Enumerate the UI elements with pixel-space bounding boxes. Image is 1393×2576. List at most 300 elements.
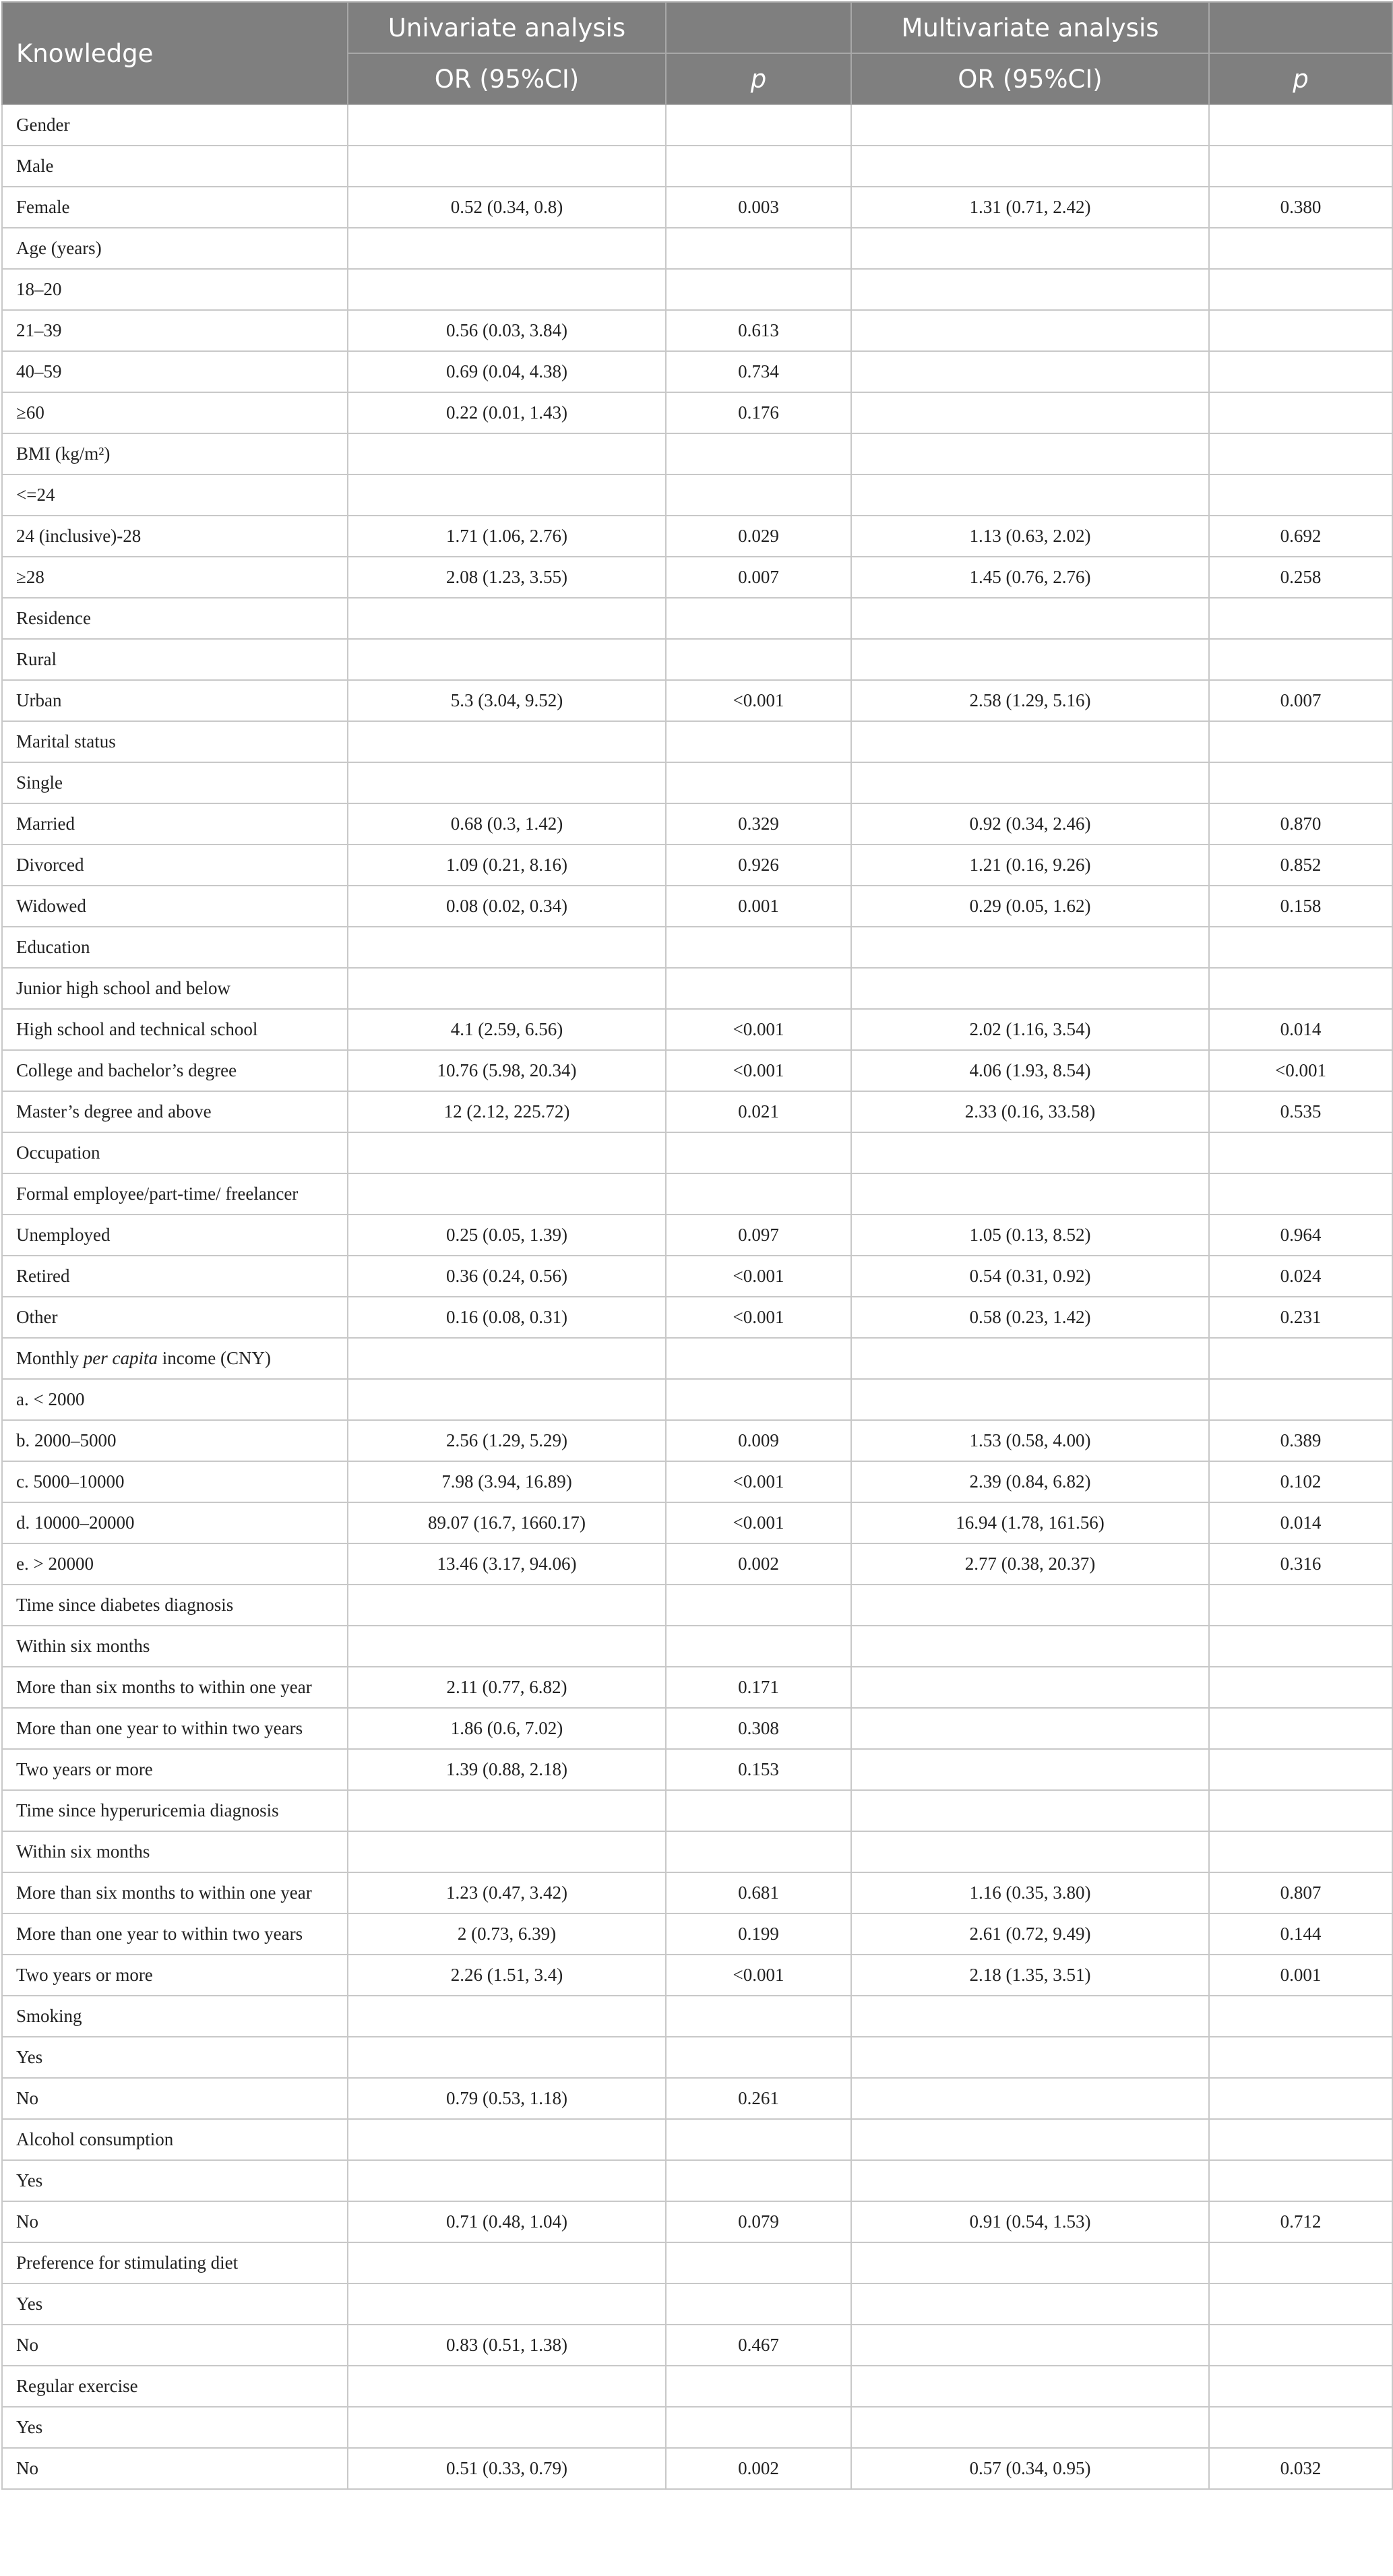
univariate-or-cell [348,721,666,762]
multivariate-or-cell: 16.94 (1.78, 161.56) [851,1502,1209,1543]
row-label: No [2,2078,348,2119]
table-row [2,1955,1392,1996]
univariate-p-cell: <0.001 [666,1955,851,1996]
multivariate-p-cell [1209,1626,1392,1667]
row-label: Widowed [2,886,348,927]
table-row [2,351,1392,392]
univariate-p-cell [666,1132,851,1173]
univariate-p-cell: <0.001 [666,1050,851,1091]
univariate-p-cell [666,474,851,516]
multivariate-or-cell [851,2160,1209,2201]
univariate-or-cell [348,1338,666,1379]
row-label: Retired [2,1256,348,1297]
header-blank-2 [1209,2,1392,53]
table-row [2,1502,1392,1543]
univariate-or-cell [348,269,666,310]
univariate-or-cell [348,1585,666,1626]
multivariate-or-cell: 0.57 (0.34, 0.95) [851,2448,1209,2489]
univariate-p-cell [666,228,851,269]
univariate-or-cell: 89.07 (16.7, 1660.17) [348,1502,666,1543]
multivariate-p-cell [1209,2242,1392,2283]
univariate-p-cell [666,1338,851,1379]
multivariate-p-cell [1209,2119,1392,2160]
univariate-or-cell [348,1996,666,2037]
multivariate-p-cell [1209,1831,1392,1872]
row-label: BMI (kg/m²) [2,433,348,474]
univariate-or-cell: 1.39 (0.88, 2.18) [348,1749,666,1790]
multivariate-p-cell [1209,968,1392,1009]
table-row [2,1831,1392,1872]
multivariate-or-cell [851,1173,1209,1215]
multivariate-or-cell: 1.16 (0.35, 3.80) [851,1872,1209,1913]
univariate-p-cell [666,104,851,146]
table-row [2,1215,1392,1256]
multivariate-p-cell: 0.535 [1209,1091,1392,1132]
table-row [2,721,1392,762]
univariate-p-cell: 0.467 [666,2325,851,2366]
multivariate-or-cell [851,228,1209,269]
multivariate-p-cell [1209,1379,1392,1420]
table-row [2,516,1392,557]
multivariate-p-cell [1209,1996,1392,2037]
univariate-or-cell: 0.25 (0.05, 1.39) [348,1215,666,1256]
multivariate-p-cell: 0.316 [1209,1543,1392,1585]
row-label: Formal employee/part-time/ freelancer [2,1173,348,1215]
row-label: ≥28 [2,557,348,598]
row-label: Yes [2,2407,348,2448]
multivariate-or-cell: 1.05 (0.13, 8.52) [851,1215,1209,1256]
univariate-or-cell: 13.46 (3.17, 94.06) [348,1543,666,1585]
univariate-or-cell: 12 (2.12, 225.72) [348,1091,666,1132]
row-label: More than six months to within one year [2,1667,348,1708]
multivariate-or-cell [851,104,1209,146]
multivariate-or-cell [851,474,1209,516]
univariate-or-cell: 0.51 (0.33, 0.79) [348,2448,666,2489]
multivariate-p-cell: 0.102 [1209,1461,1392,1502]
univariate-p-cell [666,1626,851,1667]
multivariate-or-cell [851,1585,1209,1626]
table-row [2,146,1392,187]
row-label: Married [2,803,348,845]
row-label: <=24 [2,474,348,516]
multivariate-p-cell [1209,927,1392,968]
univariate-p-cell: 0.681 [666,1872,851,1913]
row-label: Time since hyperuricemia diagnosis [2,1790,348,1831]
multivariate-p-cell: 0.014 [1209,1009,1392,1050]
univariate-or-cell [348,433,666,474]
row-label: High school and technical school [2,1009,348,1050]
multivariate-or-cell [851,1667,1209,1708]
multivariate-or-cell [851,433,1209,474]
row-label: No [2,2448,348,2489]
table-row [2,2037,1392,2078]
univariate-p-cell [666,2119,851,2160]
multivariate-or-cell [851,639,1209,680]
univariate-or-cell [348,146,666,187]
univariate-or-cell: 2.08 (1.23, 3.55) [348,557,666,598]
univariate-or-cell: 0.79 (0.53, 1.18) [348,2078,666,2119]
multivariate-p-cell [1209,2160,1392,2201]
univariate-or-cell [348,2366,666,2407]
table-row [2,2325,1392,2366]
table-row [2,1872,1392,1913]
multivariate-or-cell [851,351,1209,392]
univariate-or-cell: 0.56 (0.03, 3.84) [348,310,666,351]
multivariate-p-cell: 0.964 [1209,1215,1392,1256]
header-p-multivariate: p [1209,53,1392,104]
univariate-p-cell: 0.199 [666,1913,851,1955]
header-blank-1 [666,2,851,53]
univariate-or-cell [348,1831,666,1872]
univariate-p-cell [666,269,851,310]
univariate-or-cell: 0.68 (0.3, 1.42) [348,803,666,845]
table-row [2,392,1392,433]
row-label: Within six months [2,1626,348,1667]
row-label: Unemployed [2,1215,348,1256]
univariate-or-cell: 10.76 (5.98, 20.34) [348,1050,666,1091]
table-row [2,1996,1392,2037]
row-label: Residence [2,598,348,639]
table-row [2,680,1392,721]
univariate-p-cell: 0.734 [666,351,851,392]
multivariate-or-cell [851,1708,1209,1749]
table-row [2,1420,1392,1461]
multivariate-or-cell: 4.06 (1.93, 8.54) [851,1050,1209,1091]
univariate-or-cell: 0.16 (0.08, 0.31) [348,1297,666,1338]
row-label: Single [2,762,348,803]
univariate-or-cell [348,1379,666,1420]
univariate-or-cell [348,2283,666,2325]
multivariate-p-cell [1209,1708,1392,1749]
row-label: a. < 2000 [2,1379,348,1420]
table-row [2,228,1392,269]
row-label: Gender [2,104,348,146]
multivariate-p-cell [1209,351,1392,392]
row-label: More than six months to within one year [2,1872,348,1913]
univariate-p-cell [666,639,851,680]
univariate-p-cell: <0.001 [666,1502,851,1543]
row-label-part: Monthly [16,1348,84,1368]
univariate-or-cell [348,2242,666,2283]
row-label: Yes [2,2037,348,2078]
row-label-part: income (CNY) [158,1348,271,1368]
multivariate-p-cell: 0.692 [1209,516,1392,557]
table-row [2,104,1392,146]
univariate-p-cell [666,1790,851,1831]
table-row [2,187,1392,228]
row-label: Regular exercise [2,2366,348,2407]
multivariate-p-cell [1209,2283,1392,2325]
multivariate-or-cell [851,1790,1209,1831]
table-body [2,104,1392,2489]
univariate-or-cell [348,2160,666,2201]
univariate-p-cell: 0.097 [666,1215,851,1256]
multivariate-p-cell [1209,1749,1392,1790]
univariate-p-cell: 0.029 [666,516,851,557]
univariate-or-cell: 0.69 (0.04, 4.38) [348,351,666,392]
multivariate-p-cell: 0.807 [1209,1872,1392,1913]
univariate-p-cell: 0.001 [666,886,851,927]
table-row [2,886,1392,927]
univariate-p-cell [666,927,851,968]
multivariate-or-cell [851,1379,1209,1420]
univariate-p-cell: 0.261 [666,2078,851,2119]
row-label: 18–20 [2,269,348,310]
univariate-p-cell: 0.329 [666,803,851,845]
multivariate-p-cell [1209,228,1392,269]
multivariate-or-cell [851,2242,1209,2283]
multivariate-p-cell [1209,1132,1392,1173]
table-row [2,2242,1392,2283]
row-label: Urban [2,680,348,721]
univariate-p-cell: 0.002 [666,2448,851,2489]
multivariate-or-cell: 0.29 (0.05, 1.62) [851,886,1209,927]
univariate-p-cell: 0.003 [666,187,851,228]
univariate-p-cell [666,598,851,639]
univariate-p-cell: 0.171 [666,1667,851,1708]
multivariate-or-cell [851,762,1209,803]
univariate-or-cell [348,598,666,639]
univariate-or-cell [348,762,666,803]
multivariate-or-cell: 0.54 (0.31, 0.92) [851,1256,1209,1297]
multivariate-p-cell [1209,104,1392,146]
table-row [2,433,1392,474]
table-row [2,2201,1392,2242]
univariate-or-cell: 1.23 (0.47, 3.42) [348,1872,666,1913]
row-label: Male [2,146,348,187]
univariate-p-cell [666,2242,851,2283]
row-label: Alcohol consumption [2,2119,348,2160]
multivariate-p-cell [1209,2037,1392,2078]
multivariate-or-cell [851,1831,1209,1872]
row-label [2,1338,348,1379]
univariate-or-cell [348,1173,666,1215]
table-row [2,1256,1392,1297]
multivariate-or-cell [851,2119,1209,2160]
multivariate-p-cell [1209,2325,1392,2366]
univariate-p-cell: 0.079 [666,2201,851,2242]
multivariate-p-cell [1209,392,1392,433]
univariate-or-cell: 0.71 (0.48, 1.04) [348,2201,666,2242]
multivariate-p-cell: 0.258 [1209,557,1392,598]
row-label: Age (years) [2,228,348,269]
univariate-or-cell [348,2037,666,2078]
univariate-p-cell: <0.001 [666,680,851,721]
multivariate-or-cell: 2.77 (0.38, 20.37) [851,1543,1209,1585]
row-label: Yes [2,2160,348,2201]
multivariate-p-cell [1209,1338,1392,1379]
multivariate-or-cell [851,927,1209,968]
header-univariate: Univariate analysis [348,2,666,53]
multivariate-or-cell [851,269,1209,310]
multivariate-or-cell [851,598,1209,639]
multivariate-or-cell: 0.92 (0.34, 2.46) [851,803,1209,845]
table-row [2,2366,1392,2407]
row-label: Rural [2,639,348,680]
row-label: No [2,2201,348,2242]
multivariate-or-cell [851,968,1209,1009]
row-label: Yes [2,2283,348,2325]
table-row [2,845,1392,886]
header-p-univariate: p [666,53,851,104]
univariate-p-cell: <0.001 [666,1009,851,1050]
multivariate-p-cell [1209,1667,1392,1708]
header-or-ci-univariate: OR (95%CI) [348,53,666,104]
univariate-or-cell [348,474,666,516]
multivariate-or-cell: 2.02 (1.16, 3.54) [851,1009,1209,1050]
table-row [2,639,1392,680]
multivariate-or-cell [851,392,1209,433]
row-label: Divorced [2,845,348,886]
univariate-or-cell [348,228,666,269]
univariate-or-cell [348,104,666,146]
row-label: 24 (inclusive)-28 [2,516,348,557]
univariate-p-cell: 0.176 [666,392,851,433]
row-label: Education [2,927,348,968]
multivariate-or-cell [851,1132,1209,1173]
table-row [2,1009,1392,1050]
multivariate-or-cell [851,2325,1209,2366]
univariate-p-cell: 0.021 [666,1091,851,1132]
table-row [2,803,1392,845]
header-or-ci-multivariate: OR (95%CI) [851,53,1209,104]
row-label: e. > 20000 [2,1543,348,1585]
multivariate-or-cell [851,2078,1209,2119]
row-label: More than one year to within two years [2,1708,348,1749]
univariate-p-cell [666,2283,851,2325]
table-row [2,1297,1392,1338]
row-label-part: per capita [83,1348,158,1368]
row-label: No [2,2325,348,2366]
multivariate-or-cell [851,2407,1209,2448]
table-row [2,1050,1392,1091]
multivariate-p-cell [1209,1585,1392,1626]
univariate-or-cell: 2 (0.73, 6.39) [348,1913,666,1955]
multivariate-p-cell [1209,2366,1392,2407]
multivariate-or-cell [851,2283,1209,2325]
univariate-or-cell: 2.11 (0.77, 6.82) [348,1667,666,1708]
univariate-p-cell [666,1831,851,1872]
table-row [2,474,1392,516]
univariate-p-cell [666,1379,851,1420]
header-knowledge: Knowledge [2,2,348,104]
multivariate-p-cell: 0.852 [1209,845,1392,886]
regression-table [1,1,1393,2490]
univariate-or-cell [348,2407,666,2448]
univariate-p-cell [666,2407,851,2448]
multivariate-or-cell [851,310,1209,351]
univariate-p-cell [666,1173,851,1215]
row-label: Preference for stimulating diet [2,2242,348,2283]
univariate-p-cell [666,1585,851,1626]
multivariate-or-cell [851,1338,1209,1379]
header-multivariate: Multivariate analysis [851,2,1209,53]
univariate-or-cell: 2.26 (1.51, 3.4) [348,1955,666,1996]
table-row [2,1173,1392,1215]
table-row [2,2078,1392,2119]
univariate-p-cell [666,968,851,1009]
table-row [2,1379,1392,1420]
row-label: Female [2,187,348,228]
multivariate-p-cell [1209,269,1392,310]
table-row [2,927,1392,968]
table-row [2,1913,1392,1955]
multivariate-or-cell: 1.31 (0.71, 2.42) [851,187,1209,228]
multivariate-or-cell [851,2037,1209,2078]
table-header [2,2,1392,104]
univariate-p-cell [666,2160,851,2201]
table-row [2,310,1392,351]
row-label: Within six months [2,1831,348,1872]
multivariate-p-cell [1209,2407,1392,2448]
header-row-1 [2,2,1392,53]
univariate-or-cell [348,2119,666,2160]
univariate-p-cell: <0.001 [666,1461,851,1502]
univariate-p-cell [666,762,851,803]
table-row [2,2448,1392,2489]
multivariate-or-cell [851,1626,1209,1667]
univariate-p-cell: 0.002 [666,1543,851,1585]
multivariate-or-cell [851,146,1209,187]
row-label: Time since diabetes diagnosis [2,1585,348,1626]
univariate-p-cell: <0.001 [666,1256,851,1297]
table-row [2,2407,1392,2448]
univariate-or-cell [348,968,666,1009]
univariate-or-cell: 0.83 (0.51, 1.38) [348,2325,666,2366]
multivariate-or-cell: 2.61 (0.72, 9.49) [851,1913,1209,1955]
univariate-or-cell [348,927,666,968]
row-label: c. 5000–10000 [2,1461,348,1502]
row-label: d. 10000–20000 [2,1502,348,1543]
multivariate-p-cell: 0.024 [1209,1256,1392,1297]
univariate-p-cell: 0.308 [666,1708,851,1749]
table-row [2,1543,1392,1585]
table-row [2,968,1392,1009]
multivariate-or-cell: 0.58 (0.23, 1.42) [851,1297,1209,1338]
row-label: 40–59 [2,351,348,392]
univariate-or-cell: 4.1 (2.59, 6.56) [348,1009,666,1050]
multivariate-or-cell: 0.91 (0.54, 1.53) [851,2201,1209,2242]
table-row [2,557,1392,598]
multivariate-p-cell [1209,474,1392,516]
univariate-or-cell [348,1626,666,1667]
univariate-p-cell [666,146,851,187]
univariate-p-cell [666,433,851,474]
univariate-p-cell: 0.007 [666,557,851,598]
univariate-or-cell: 1.86 (0.6, 7.02) [348,1708,666,1749]
table-row [2,762,1392,803]
univariate-p-cell: <0.001 [666,1297,851,1338]
row-label: Smoking [2,1996,348,2037]
multivariate-or-cell [851,1749,1209,1790]
multivariate-p-cell: 0.014 [1209,1502,1392,1543]
univariate-p-cell: 0.613 [666,310,851,351]
row-label: Other [2,1297,348,1338]
multivariate-p-cell: 0.007 [1209,680,1392,721]
multivariate-or-cell: 1.53 (0.58, 4.00) [851,1420,1209,1461]
multivariate-or-cell [851,2366,1209,2407]
univariate-or-cell: 0.08 (0.02, 0.34) [348,886,666,927]
table-row [2,1132,1392,1173]
multivariate-or-cell: 1.13 (0.63, 2.02) [851,516,1209,557]
multivariate-p-cell: 0.389 [1209,1420,1392,1461]
multivariate-p-cell [1209,762,1392,803]
table-row [2,1338,1392,1379]
multivariate-or-cell: 1.45 (0.76, 2.76) [851,557,1209,598]
multivariate-p-cell [1209,598,1392,639]
table-row [2,1461,1392,1502]
row-label: Occupation [2,1132,348,1173]
